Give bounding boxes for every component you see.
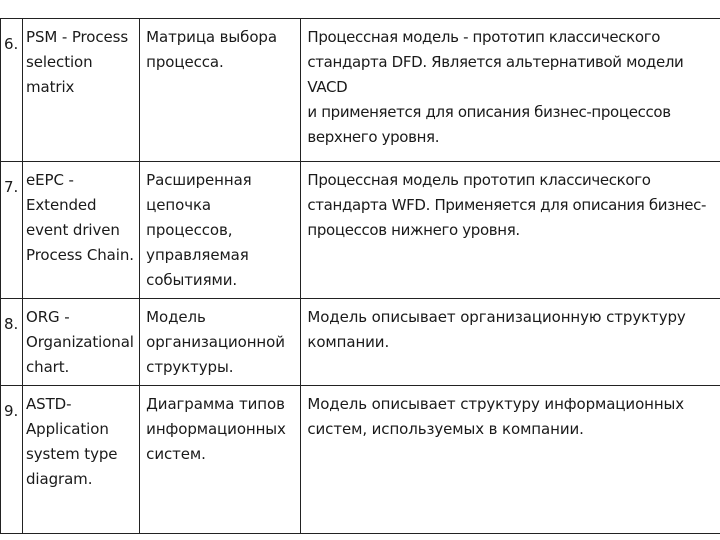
row-number: 8. <box>4 315 19 333</box>
model-code-cell: PSM - Process selection matrix <box>23 19 140 162</box>
table-row <box>1 162 720 299</box>
model-description-cell: Процессная модель прототип классического стандарта WFD. Применяется для описания бизнес- процессов нижнего уровня. <box>301 162 720 299</box>
table-row <box>1 386 720 534</box>
row-number-cell <box>1 386 23 534</box>
row-number: 9. <box>4 402 19 420</box>
table-row <box>1 299 720 386</box>
row-number-cell <box>1 299 23 386</box>
model-name-cell: Модель организационной структуры. <box>140 299 301 386</box>
model-code-cell: ASTD- Application system type diagram. <box>23 386 140 534</box>
model-description-cell: Модель описывает организационную структуру компании. <box>301 299 720 386</box>
model-code-cell: eEPC - Extended event driven Process Chain. <box>23 162 140 299</box>
model-name-cell: Матрица выбора процесса. <box>140 19 301 162</box>
model-code-cell: ORG - Organizational chart. <box>23 299 140 386</box>
models-table <box>0 18 720 534</box>
row-number-cell <box>1 162 23 299</box>
model-name-cell: Расширенная цепочка процессов, управляемая событиями. <box>140 162 301 299</box>
model-name-cell: Диаграмма типов информационных систем. <box>140 386 301 534</box>
model-description-cell: Процессная модель - прототип классического стандарта DFD. Является альтернативой модели VACD и применяется для описания бизнес-процессов верхнего уровня. <box>301 19 720 162</box>
row-number-cell <box>1 19 23 162</box>
row-number: 6. <box>4 35 19 53</box>
table-row <box>1 19 720 162</box>
model-description-cell: Модель описывает структуру информационных систем, используемых в компании. <box>301 386 720 534</box>
row-number: 7. <box>4 178 19 196</box>
